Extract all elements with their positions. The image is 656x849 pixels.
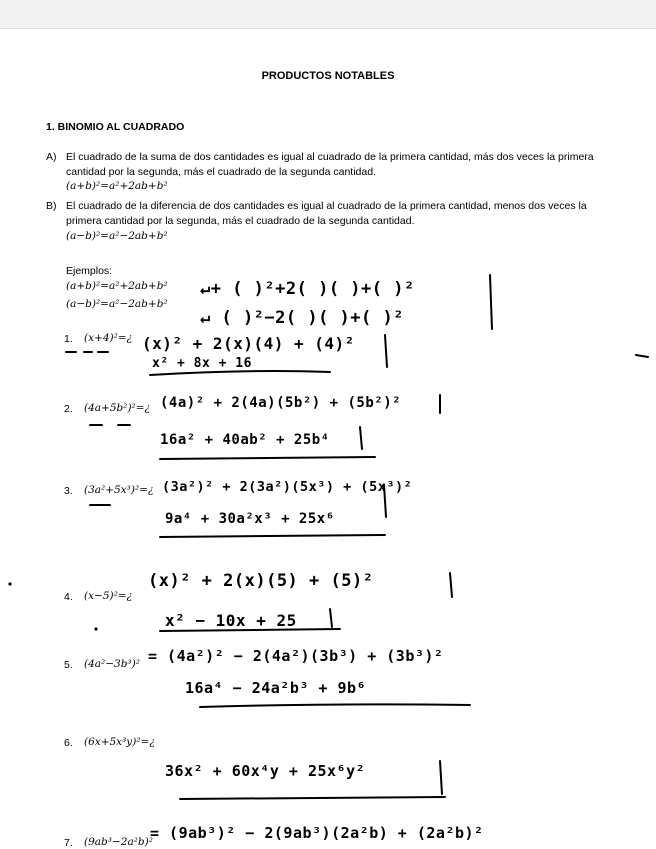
exercise-expression: (9ab³−2a²b)² [84,836,153,848]
exercise-number: 1. [64,333,73,345]
handwritten-step: (4a)² + 2(4a)(5b²) + (5b²)² [160,395,402,411]
handwritten-step: (3a²)² + 2(3a²)(5x³) + (5x³)² [162,479,413,495]
exercise-number: 5. [64,659,73,671]
exercise-number: 3. [64,485,73,497]
handwritten-step: = (4a²)² − 2(4a²)(3b³) + (3b³)² [148,647,444,665]
handwritten-result: 16a⁴ − 24a²b³ + 9b⁶ [185,679,367,697]
rule-b-label: B) [46,200,57,212]
exercise-number: 4. [64,591,73,603]
handwritten-step: = (9ab³)² − 2(9ab³)(2a²b) + (2a²b)² [150,824,484,842]
handwritten-result: x² + 8x + 16 [152,356,252,371]
handwritten-result: x² − 10x + 25 [165,611,297,630]
handwritten-result: 9a⁴ + 30a²x³ + 25x⁶ [165,511,335,527]
handwritten-step: (x)² + 2(x)(5) + (5)² [148,571,374,591]
exercise-number: 2. [64,403,73,415]
exercise-expression: (4a²−3b³)² [84,658,140,670]
exercise-expression: (x+4)²=¿ [84,332,133,344]
rule-b-text: El cuadrado de la diferencia de dos cantidades es igual al cuadrado de la primera cantidad, menos dos veces la primera cantidad por la segunda, más el cuadrado de la segunda cantidad. [66,200,587,227]
handwritten-step: (x)² + 2(x)(4) + (4)² [142,334,355,353]
exercise-expression: (6x+5x³y)²=¿ [84,736,155,748]
exercise-number: 7. [64,837,73,849]
handwritten-result: 36x² + 60x⁴y + 25x⁶y² [165,762,366,780]
handwritten-result: 16a² + 40ab² + 25b⁴ [160,432,330,448]
rule-a-label: A) [46,151,57,163]
rule-a-text: El cuadrado de la suma de dos cantidades es igual al cuadrado de la primera cantidad, más dos veces la primera cantidad por la segunda, más el cuadrado de la segunda cantidad. [66,151,594,178]
examples-label: Ejemplos: [66,265,113,277]
example-formula-diff: (a−b)²=a²−2ab+b² [66,298,168,310]
document-page [0,28,656,849]
page-title: PRODUCTOS NOTABLES [261,70,395,82]
rule-a-formula: (a+b)²=a²+2ab+b² [66,180,168,192]
exercise-expression: (3a²+5x³)²=¿ [84,484,154,496]
exercise-expression: (x−5)²=¿ [84,590,133,602]
exercise-number: 6. [64,737,73,749]
handwritten-template-diff: ↵ ( )²−2( )( )+( )² [200,308,404,328]
section-heading: 1. BINOMIO AL CUADRADO [46,121,185,133]
example-formula-sum: (a+b)²=a²+2ab+b² [66,280,168,292]
rule-b-formula: (a−b)²=a²−2ab+b² [66,230,168,242]
exercise-expression: (4a+5b²)²=¿ [84,402,151,414]
handwritten-template-sum: ↵+ ( )²+2( )( )+( )² [200,279,415,299]
